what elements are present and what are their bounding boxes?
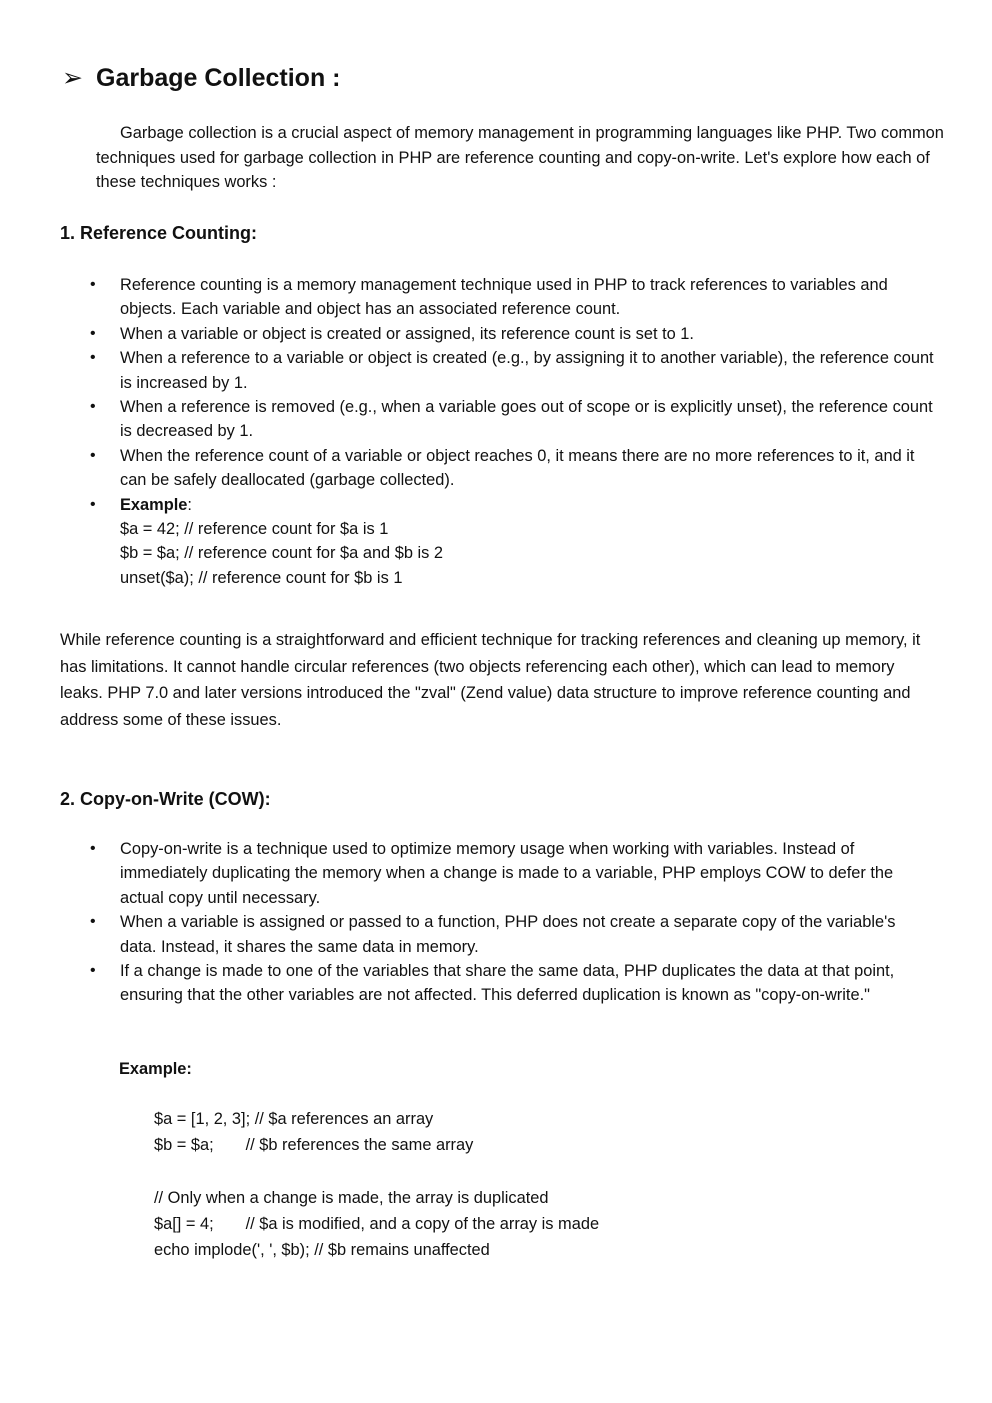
list-item: • When a variable is assigned or passed to a function, PHP does not create a separate copy of the variable's data. Instead, it shares the same data in memory. [120, 910, 935, 959]
list-item: • Reference counting is a memory management technique used in PHP to track references to variables and objects. Each variable and object has an associated reference count. [120, 273, 935, 322]
copy-on-write-list [120, 837, 935, 1008]
code-line: $a = 42; // reference count for $a is 1 [120, 520, 389, 539]
limitations-paragraph: While reference counting is a straightforward and efficient technique for tracking references and cleaning up memory, it has limitations. It cannot handle circular references (two objects referencing each other), which can lead to memory leaks. PHP 7.0 and later versions introduced the "zval" (Zend value) data structure to improve reference counting and address some of these issues. [60, 631, 921, 729]
list-item: • Copy-on-write is a technique used to optimize memory usage when working with variables. Instead of immediately duplicating the memory when a change is made to a variable, PHP employs COW to defer the actual copy until necessary. [120, 837, 935, 910]
code-block [154, 1185, 599, 1263]
arrow-bullet-icon: ➢ [62, 64, 83, 92]
example-label-cow: Example: [119, 1060, 192, 1078]
code-line: $a = [1, 2, 3]; // $a references an array [154, 1110, 434, 1128]
code-line: $a[] = 4; // $a is modified, and a copy of the array is made [154, 1215, 600, 1233]
code-line: echo implode(', ', $b); // $b remains unaffected [154, 1241, 490, 1259]
list-item: • When a reference to a variable or object is created (e.g., by assigning it to another variable), the reference count is increased by 1. [120, 346, 935, 395]
list-item: • When a variable or object is created or assigned, its reference count is set to 1. [120, 322, 935, 346]
list-item: • If a change is made to one of the variables that share the same data, PHP duplicates the data at that point, ensuring that the other variables are not affected. This deferred duplication is known as "copy-on-write." [120, 959, 935, 1008]
section-heading-reference-counting: 1. Reference Counting: [60, 223, 258, 243]
code-line: // Only when a change is made, the array is duplicated [154, 1189, 549, 1207]
example-colon: : [187, 495, 192, 514]
intro-paragraph: Garbage collection is a crucial aspect of memory management in programming languages like PHP. Two common techniques used for garbage collection in PHP are reference counting and copy-on-write. Let's explore how each of these techniques works : [96, 124, 944, 191]
page-title [62, 60, 340, 96]
list-item: • When the reference count of a variable or object reaches 0, it means there are no more references to it, and it can be safely deallocated (garbage collected). [120, 444, 935, 493]
code-block [154, 1106, 473, 1158]
code-line: unset($a); // reference count for $b is 1 [120, 568, 403, 587]
section-heading-copy-on-write: 2. Copy-on-Write (COW): [60, 789, 271, 809]
reference-counting-list [120, 273, 935, 590]
code-line: $b = $a; // reference count for $a and $b is 2 [120, 544, 444, 563]
example-label: Example [120, 495, 188, 514]
list-item-example [120, 493, 935, 591]
code-line: $b = $a; // $b references the same array [154, 1136, 474, 1154]
list-item: • When a reference is removed (e.g., when a variable goes out of scope or is explicitly unset), the reference count is decreased by 1. [120, 395, 935, 444]
page-title-text: Garbage Collection : [96, 64, 341, 92]
